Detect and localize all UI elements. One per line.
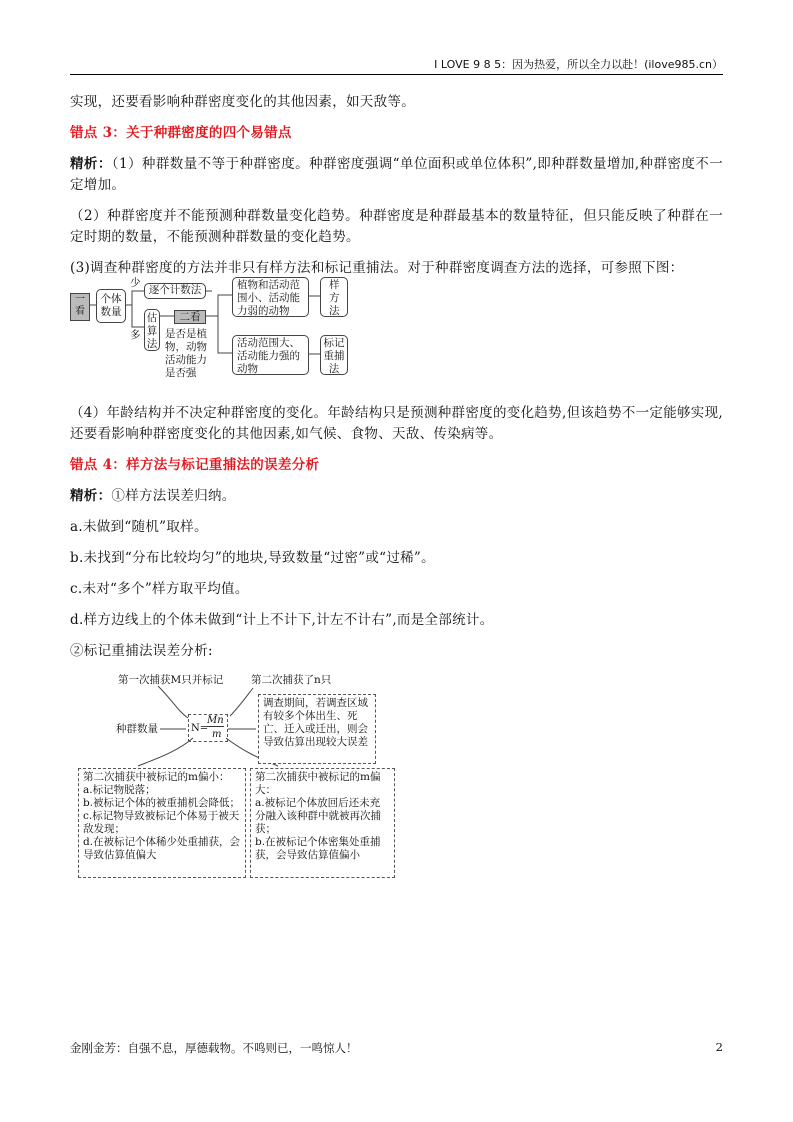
m-small-b: b.被标记个体的被重捕机会降低； (83, 797, 241, 809)
estimate-box: 估算法 (144, 309, 160, 351)
paragraph-4: （4）年龄结构并不决定种群密度的变化。年龄结构只是预测种群密度的变化趋势,但该趋势不一定能够实现,还要看影响种群密度变化的其他因素,如气候、食物、天敌、传染病等。 (70, 405, 723, 442)
quadrat-method-box: 样方法 (320, 277, 348, 317)
population-label: 种群数量 (116, 723, 158, 735)
many-label: 多 (130, 329, 141, 341)
item-b: b.未找到“分布比较均匀”的地块,导致数量“过密”或“过稀”。 (70, 550, 435, 566)
mark-recapture-box: 标记重捕法 (320, 335, 348, 375)
m-large-b: b.在被标记个体密集处重捕获，会导致估算值偏小 (255, 836, 381, 861)
survey-method-diagram (70, 277, 360, 395)
first-capture-label: 第一次捕获M只并标记 (118, 674, 224, 686)
footer-motto: 金刚金芳：自强不息，厚德载物。不鸣则已，一鸣惊人！ (70, 1041, 358, 1055)
m-small-a: a.标记物脱落； (83, 784, 156, 796)
analysis-label-2: 精析： (70, 488, 112, 504)
paragraph-5-text: ①样方法误差归纳。 (111, 488, 236, 504)
m-small-d: d.在被标记个体稀少处重捕获，会导致估算值偏大 (83, 836, 241, 861)
page-header: I LOVE 9 8 5：因为热爱，所以全力以赴！(ilove985.cn） (434, 58, 723, 71)
heading-error-3: 错点 3：关于种群密度的四个易错点 (70, 125, 292, 141)
paragraph-1 (70, 154, 723, 196)
m-small-c: c.标记物导致被标记个体易于被天敌发现； (83, 810, 240, 835)
m-small-box (78, 768, 246, 878)
heading-error-4: 错点 4：样方法与标记重捕法的误差分析 (70, 457, 320, 473)
individual-count-box: 个体数量 (96, 289, 126, 323)
animals-big-box: 活动范围大、活动能力强的动物 (232, 335, 309, 375)
paragraph-2: （2）种群密度并不能预测种群数量变化趋势。种群密度是种群最基本的数量特征，但只能反映了种群在一定时期的数量，不能预测种群数量的变化趋势。 (70, 208, 723, 245)
m-large-title: 第二次捕获中被标记的m偏大： (255, 771, 381, 796)
page-number: 2 (715, 1040, 723, 1054)
plants-small-box: 植物和活动范围小、活动能力弱的动物 (232, 277, 309, 317)
page-body (70, 92, 723, 886)
paragraph-1-text: （1）种群数量不等于种群密度。种群密度强调“单位面积或单位体积”,即种群数量增加,种群密度不一定增加。 (70, 156, 723, 193)
look-1-box: 一看 (70, 293, 90, 321)
count-one-box: 逐个计数法 (144, 283, 206, 299)
question-text: 是否是植物，动物活动能力是否强 (165, 328, 207, 379)
paragraph-3: (3)调查种群密度的方法并非只有样方法和标记重捕法。对于种群密度调查方法的选择，可参照下图： (70, 260, 684, 276)
header-rule (70, 74, 723, 75)
m-large-box (250, 768, 395, 878)
formula-box (188, 714, 228, 742)
item-e: ②标记重捕法误差分析: (70, 643, 213, 659)
formula-denominator: m (212, 729, 222, 740)
analysis-label: 精析： (70, 156, 112, 172)
mark-recapture-error-diagram (78, 666, 408, 886)
paragraph-5 (70, 486, 723, 507)
item-d: d.样方边线上的个体未做到“计上不计下,计左不计右”,而是全部统计。 (70, 612, 494, 628)
paragraph-intro: 实现，还要看影响种群密度变化的其他因素，如天敌等。 (70, 94, 415, 110)
look-2-box: 二看 (174, 310, 206, 324)
page-footer (70, 1040, 723, 1056)
second-capture-label: 第二次捕获了n只 (251, 674, 332, 686)
formula-left: N= (191, 723, 209, 734)
item-a: a.未做到“随机”取样。 (70, 519, 208, 535)
m-large-a: a.被标记个体放回后还未充分融入该种群中就被再次捕获； (255, 797, 381, 835)
note-box: 调查期间，若调查区域有较多个体出生、死亡、迁入或迁出，则会导致估算出现较大误差 (258, 694, 376, 764)
m-small-title: 第二次捕获中被标记的m偏小： (83, 771, 230, 783)
formula-numerator: Mn (207, 715, 224, 726)
few-label: 少 (130, 277, 141, 289)
item-c: c.未对“多个”样方取平均值。 (70, 581, 249, 597)
